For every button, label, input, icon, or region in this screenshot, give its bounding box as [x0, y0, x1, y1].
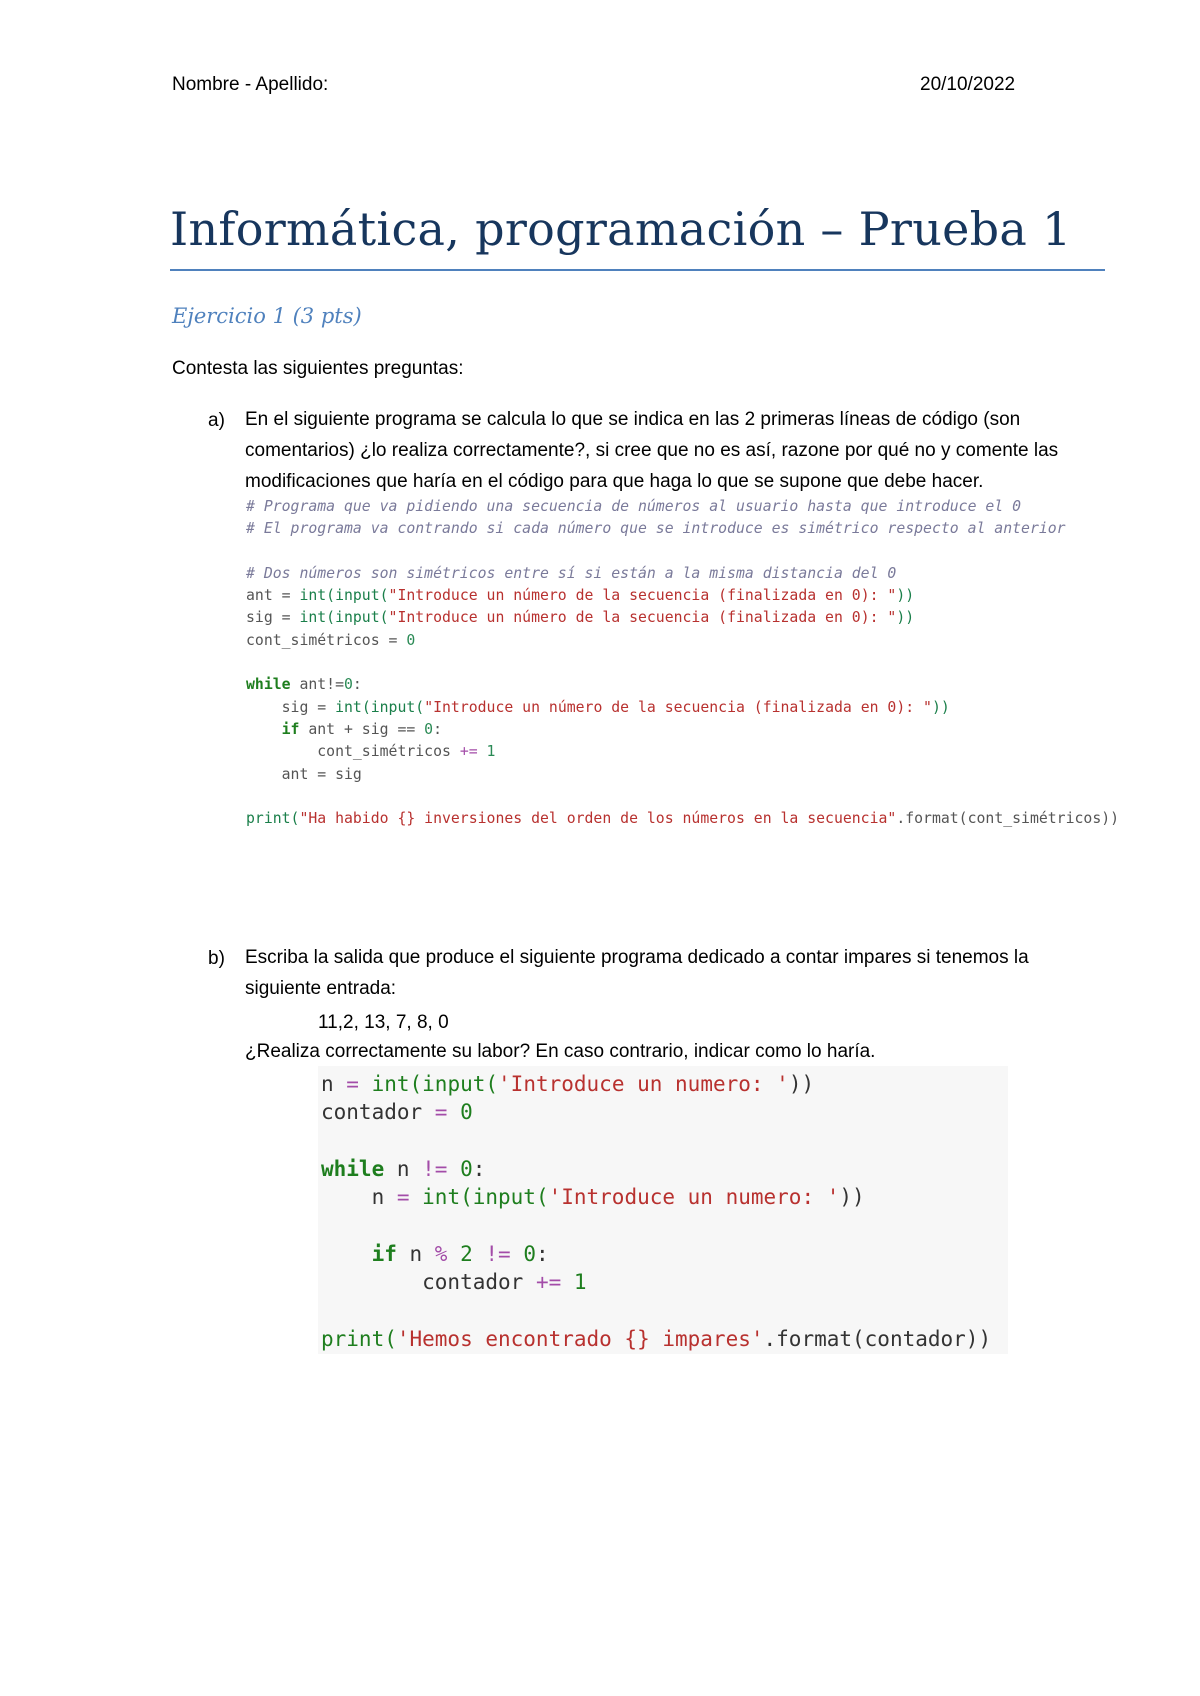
code-token: contador	[321, 1270, 536, 1295]
code-number: 0	[424, 720, 434, 738]
code-token: int(input(	[299, 609, 389, 627]
code-token: cont_simétricos =	[246, 631, 407, 649]
code-token: :	[352, 676, 362, 694]
code-token: ant = sig	[246, 765, 362, 783]
code-operator: +=	[459, 743, 478, 761]
code-number: 1	[561, 1270, 587, 1295]
code-token: :	[535, 1241, 549, 1266]
date: 20/10/2022	[920, 74, 1016, 95]
code-token: n	[321, 1072, 347, 1096]
code-operator: =	[346, 1072, 359, 1096]
intro-text: Contesta las siguientes preguntas:	[172, 358, 464, 379]
code-number: 2	[447, 1241, 486, 1266]
code-number: 0	[510, 1241, 536, 1266]
code-token: n	[321, 1185, 397, 1210]
code-operator: =	[396, 1185, 410, 1210]
code-operator: +=	[535, 1270, 562, 1295]
code-token: print(	[246, 810, 300, 828]
code-token: .format(contador))	[763, 1326, 992, 1351]
code-token: ))	[896, 609, 915, 627]
code-token: contador	[321, 1100, 435, 1125]
code-token: :	[472, 1156, 486, 1181]
code-token: int(input(	[335, 698, 425, 716]
name-label: Nombre - Apellido:	[172, 74, 329, 95]
question-b-prompt: ¿Realiza correctamente su labor? En caso contrario, indicar como lo haría.	[245, 1041, 876, 1062]
question-a-label: a)	[208, 410, 225, 431]
code-number: 0	[344, 676, 353, 694]
code-token: int(input(	[409, 1185, 549, 1210]
code-block-a	[246, 496, 1119, 830]
code-token: sig =	[246, 609, 300, 627]
code-keyword: while	[321, 1156, 385, 1181]
code-comment: # Dos números son simétricos entre sí si están a la misma distancia del 0	[246, 564, 897, 582]
title-underline	[170, 269, 1105, 271]
code-token: sig =	[246, 698, 336, 716]
code-string: "Introduce un número de la secuencia (finalizada en 0): "	[388, 587, 897, 605]
code-operator: =	[434, 1100, 448, 1125]
code-operator: !=	[422, 1156, 448, 1181]
code-number: 0	[406, 631, 416, 649]
question-a-text: En el siguiente programa se calcula lo que se indica en las 2 primeras líneas de código (son comentarios) ¿lo realiza correctamente?, si cree que no es así, razone por qué no y comente las modificaciones que haría en el código para que haga lo que se supone que debe hacer.	[245, 409, 1059, 492]
code-token: int(input(	[358, 1072, 499, 1096]
code-string: 'Introduce un numero: '	[548, 1185, 840, 1210]
code-token: :	[433, 720, 443, 738]
input-values: 11,2, 13, 7, 8, 0	[318, 1012, 449, 1033]
code-keyword: if	[321, 1241, 397, 1266]
question-b-text: Escriba la salida que produce el siguiente programa dedicado a contar impares si tenemos la siguiente entrada:	[245, 947, 1029, 999]
code-string: 'Hemos encontrado {} impares'	[396, 1326, 764, 1351]
code-token: ))	[839, 1185, 865, 1210]
code-number: 0	[447, 1156, 473, 1181]
code-token: ))	[788, 1072, 815, 1096]
code-operator: !=	[485, 1241, 511, 1266]
code-token: ant!=	[290, 676, 344, 694]
code-string: "Introduce un número de la secuencia (finalizada en 0): "	[424, 698, 932, 716]
code-string: 'Introduce un numero: '	[498, 1072, 789, 1096]
code-token: .format(cont_simétricos))	[896, 810, 1120, 828]
code-token: cont_simétricos	[246, 743, 460, 761]
code-string: "Introduce un número de la secuencia (finalizada en 0): "	[388, 609, 897, 627]
code-comment: # Programa que va pidiendo una secuencia de números al usuario hasta que introduce el 0	[246, 498, 1022, 515]
code-operator: %	[434, 1241, 448, 1266]
code-number: 0	[447, 1100, 473, 1125]
code-token: ant + sig ==	[299, 720, 425, 738]
page-title: Informática, programación – Prueba 1	[170, 202, 1072, 256]
code-token: n	[384, 1156, 423, 1181]
exercise-heading: Ejercicio 1 (3 pts)	[172, 304, 362, 328]
code-number: 1	[477, 743, 496, 761]
code-token: ))	[896, 587, 915, 605]
code-token: print(	[321, 1326, 397, 1351]
code-comment: # El programa va contrando si cada número que se introduce es simétrico respecto al anterior	[246, 520, 1066, 538]
question-b-label: b)	[208, 948, 225, 969]
code-token: ))	[931, 698, 950, 716]
code-block-b	[318, 1066, 1008, 1354]
code-token: int(input(	[299, 587, 389, 605]
code-token: ant =	[246, 587, 300, 605]
code-keyword: while	[246, 676, 291, 694]
code-keyword: if	[246, 720, 300, 738]
code-token: n	[396, 1241, 435, 1266]
code-string: "Ha habido {} inversiones del orden de los números en la secuencia"	[299, 810, 897, 828]
